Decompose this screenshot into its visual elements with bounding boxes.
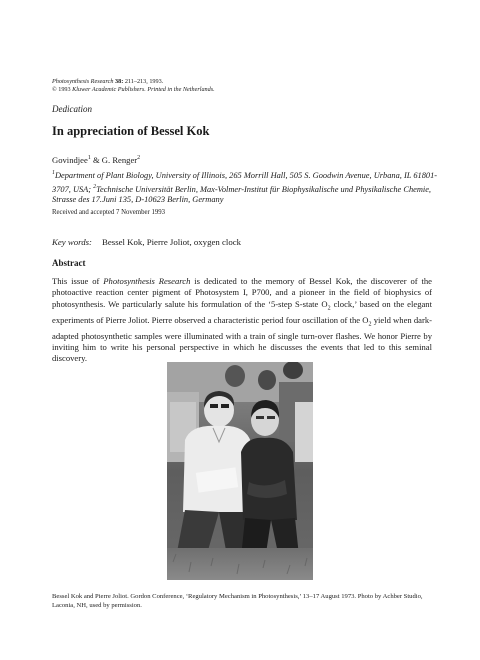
paper-title: In appreciation of Bessel Kok xyxy=(52,124,210,138)
publisher: Kluwer Academic Publishers. Printed in the Netherlands. xyxy=(72,86,215,93)
photo-image xyxy=(167,362,313,580)
keywords: Bessel Kok, Pierre Joliot, oxygen clock xyxy=(102,237,242,247)
affil-1-mark: 1 xyxy=(52,170,55,176)
journal-line-1 xyxy=(52,78,215,86)
figure-caption: Bessel Kok and Pierre Joliot. Gordon Conference, ‘Regulatory Mechanism in Photosynthesis,’ 13–17 August 1973. Photo by Achber Studio, Laconia, NH, used by permission. xyxy=(52,593,423,609)
abstract-part: clock,’ based on the elegant experiments of Pierre Joliot. Pierre observed a characteristic period four oscillation of the O xyxy=(52,298,432,325)
abstract-text xyxy=(52,276,432,365)
received-date: Received and accepted 7 November 1993 xyxy=(52,209,166,216)
abstract-heading: Abstract xyxy=(52,258,86,268)
journal-volume: 38: xyxy=(115,78,124,85)
abstract-part: This issue of xyxy=(52,276,104,286)
author-2-mark: 2 xyxy=(137,155,141,162)
author-1-mark: 1 xyxy=(87,155,91,162)
journal-ref: Photosynthesis Research xyxy=(103,276,191,286)
journal-name: Photosynthesis Research xyxy=(52,78,114,85)
journal-pages: 211–213, 1993. xyxy=(124,78,164,85)
affiliations xyxy=(52,168,444,206)
journal-citation xyxy=(52,78,215,94)
subscript: 2 xyxy=(368,321,372,328)
affil-2: Technische Universität Berlin, Max-Volmer-Institut für Biophysikalische und Physikalische Chemie, Strasse des 17.Juni 135, D-10623 Berlin, Germany xyxy=(52,184,432,205)
affil-2-mark: 2 xyxy=(93,183,97,190)
abstract-part: yield when dark-adapted photosynthetic samples were illuminated with a train of single turn-over flashes. We honor Pierre by inviting him to write his personal perspective in which he discusses the events that led to this seminal discovery. xyxy=(52,314,432,364)
author-1: Govindjee xyxy=(52,155,88,165)
authors xyxy=(52,155,140,165)
copyright: © 1993 xyxy=(52,86,71,93)
photograph xyxy=(167,362,313,580)
subscript: 2 xyxy=(327,305,331,312)
journal-line-2 xyxy=(52,86,215,94)
keywords-label: Key words: xyxy=(52,237,92,247)
abstract-part: is dedicated to the memory of Bessel Kok, the discoverer of the photoactive reaction center pigment of Photosystem I, P700, and a pioneer in the field of biophysics of photosynthesis. We particularly salute his formulation of the ‘5-step S-state O xyxy=(52,276,433,309)
affil-1: Department of Plant Biology, University of Illinois, 265 Morrill Hall, 505 S. Goodwin Avenue, Urbana, IL 61801-3707, USA; xyxy=(52,170,438,194)
section-label: Dedication xyxy=(52,104,92,114)
author-2: & G. Renger xyxy=(90,155,138,165)
